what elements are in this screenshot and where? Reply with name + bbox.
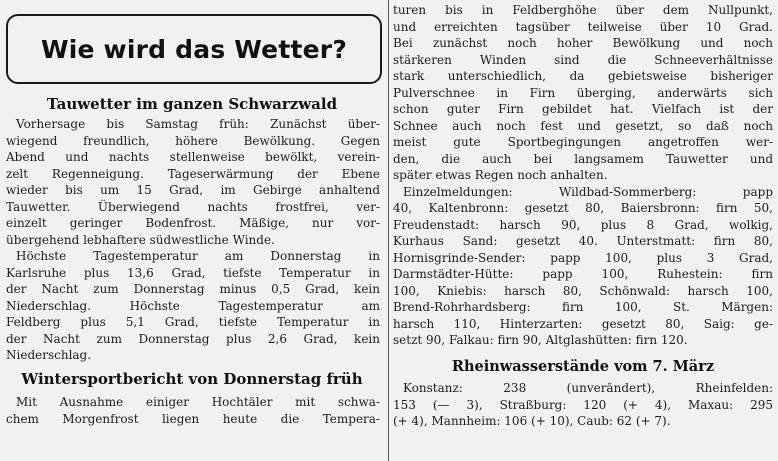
right-column <box>393 0 775 461</box>
text-line: schon guter Firn gebildet hat. Vielfach ist der <box>393 102 773 116</box>
text-line: Niederschlag. <box>6 348 92 362</box>
text-line: 100, Kniebis: harsch 80, Schönwald: harsch 100, <box>393 283 773 298</box>
sport-body-right <box>393 2 773 349</box>
rhine-heading: Rheinwasserstände vom 7. März <box>451 358 715 375</box>
text-line: Pulverschnee in Firn überging, anderwärts sich <box>393 85 773 100</box>
text-line: Kurhaus Sand: gesetzt 40. Unterstmatt: firn 80, <box>393 234 773 248</box>
text-line: Bei zunächst noch hoher Bewölkung und noch <box>393 36 773 50</box>
forecast-heading: Tauwetter im ganzen Schwarzwald <box>46 95 338 113</box>
sport-body-left <box>6 394 380 427</box>
text-line: der Nacht zum Donnerstag minus 0,5 Grad, kein <box>6 282 380 296</box>
text-line: wiegend freundlich, höhere Bewölkung. Gegen <box>6 133 380 148</box>
text-line: Darmstädter-Hütte: papp 100, Ruhestein: firn <box>393 267 773 281</box>
text-line: meist gute Sportbegingungen angetroffen wer- <box>393 135 773 149</box>
rhine-body <box>393 380 773 430</box>
text-line: setzt 90, Falkau: firn 90, Altglashütten: firn 120. <box>393 333 688 347</box>
text-line: Hornisgrinde-Sender: papp 100, plus 3 Grad, <box>393 250 773 265</box>
text-line: (+ 4), Mannheim: 106 (+ 10), Caub: 62 (+ 7). <box>393 414 671 428</box>
column-divider <box>388 0 389 461</box>
text-line: einzelt geringer Bodenfrost. Mäßige, nur vor- <box>6 216 380 230</box>
text-line: stark unterschiedlich, da gebietsweise bisheriger <box>393 69 773 83</box>
text-line: chem Morgenfrost liegen heute die Tempera- <box>6 411 380 426</box>
text-line: 40, Kaltenbronn: gesetzt 80, Baiersbronn: firn 50, <box>393 201 773 215</box>
text-line: Niederschlag. Höchste Tagestemperatur am <box>6 298 380 313</box>
left-column <box>0 0 384 461</box>
text-line: Freudenstadt: harsch 90, plus 8 Grad, wolkig, <box>393 217 773 232</box>
page-title: Wie wird das Wetter? <box>40 34 348 64</box>
text-line: Brend-Rohrhardsberg: firn 100, St. Märgen: <box>393 300 773 314</box>
text-line: Vorhersage bis Samstag früh: Zunächst über- <box>16 117 380 131</box>
text-line: Tauwetter. Überwiegend nachts frostfrei, ver- <box>6 199 380 214</box>
text-line: Feldberg plus 5,1 Grad, tiefste Temperatur in <box>6 315 380 329</box>
text-line: Konstanz: 238 (unverändert), Rheinfelden: <box>403 381 773 395</box>
text-line: und erreichten tagsüber teilweise über 10 Grad. <box>393 19 773 34</box>
text-line: später etwas Regen noch anhalten. <box>393 168 608 182</box>
text-line: übergehend lebhaftere südwestliche Winde. <box>6 232 275 247</box>
text-line: Mit Ausnahme einiger Hochtäler mit schwa- <box>16 395 380 409</box>
title-box <box>6 14 382 84</box>
sport-heading: Wintersportbericht von Donnerstag früh <box>21 370 363 388</box>
text-line: wieder bis um 15 Grad, im Gebirge anhaltend <box>6 183 380 197</box>
forecast-body <box>6 116 380 364</box>
text-line: harsch 110, Hinterzarten: gesetzt 80, Saig: ge- <box>393 316 773 331</box>
text-line: Karlsruhe plus 13,6 Grad, tiefste Temperatur in <box>6 265 380 280</box>
text-line: stärkeren Winden sind die Schneeverhältnisse <box>393 52 773 67</box>
text-line: Abend und nachts stellenweise bewölkt, verein- <box>6 150 380 164</box>
text-line: Einzelmeldungen: Wildbad-Sommerberg: papp <box>403 184 773 199</box>
text-line: den, die auch bei langsamem Tauwetter und <box>393 151 773 166</box>
text-line: Schnee auch noch fest und gesetzt, so daß noch <box>393 118 773 133</box>
text-line: turen bis in Feldberghöhe über dem Nullpunkt, <box>393 3 773 17</box>
text-line: Höchste Tagestemperatur am Donnerstag in <box>16 249 380 263</box>
text-line: zelt Regenneigung. Tageserwärmung der Ebene <box>6 166 380 181</box>
text-line: der Nacht zum Donnerstag plus 2,6 Grad, kein <box>6 331 380 346</box>
text-line: 153 (— 3), Straßburg: 120 (+ 4), Maxau: 295 <box>393 397 773 412</box>
